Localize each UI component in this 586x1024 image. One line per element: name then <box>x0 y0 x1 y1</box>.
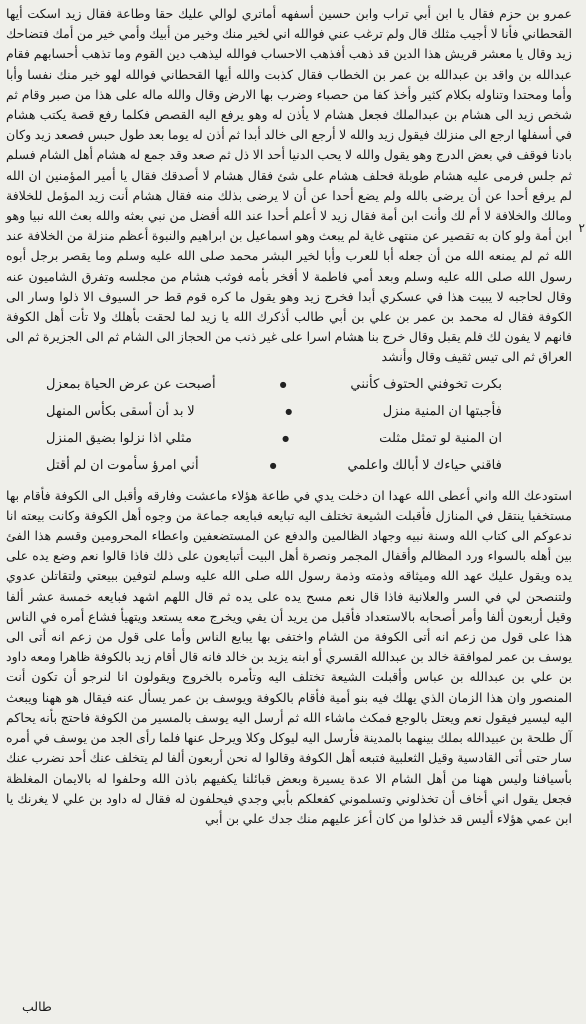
poem-line <box>46 372 502 399</box>
poem-separator: ● <box>285 407 293 417</box>
catchword: طالب <box>22 999 52 1014</box>
poem-line <box>46 399 502 426</box>
paragraph-1: عمرو بن حزم فقال يا ابن أبي تراب وابن حسين أسفهه أماتري لوالي عليك حقا وطاعة فقال زيد اسكت أيها القحطاني فأنا لا أجيب مثلك قال ولم ترغب عني فوالله اني لخير منك وخير من أبيك وأمي خير من أمك فتضاحك زيد وقال يا معشر قريش هذا الدين قد ذهب أفذهب الاحساب فوالله ليذهب دين القوم وما تذهب أحسابهم فقام عبدالله بن واقد بن عبدالله بن عمر بن الخطاب فقال كذبت والله أيها القحطاني فوالله لهو خير منك نفسا وأبا وأما ومحتدا وتناوله بكلام كثير وأخذ كفا من حصباء وضرب بها الارض وقال والله ماله على هذا من صبر وقام ثم شخص زيد الى هشام بن عبدالملك فجعل هشام لا يأذن له وهو يرفع اليه القصص فكلما رفع قصة يكتب هشام في أسفلها ارجع الى منزلك فيقول زيد والله لا أرجع الى خالد أبدا ثم أذن له يوما بعد طول حبس فصعد زيد وكان بادنا فوقف في بعض الدرج وهو يقول والله لا يحب الدنيا أحد الا ذل ثم صعد وقد جمع له هشام أهل الشام فسلم ثم جلس فرمى عليه هشام طوبلة فحلف هشام على شئ فقال هشام لا أصدقك فقال يا أمير المؤمنين ان الله لم يرفع أحدا عن أن يرضى بالله ولم يضع أحدا عن أن لا يرضى بذلك منه فقال هشام أنت زيد المؤمل للخلافة ومالك والخلافة لا أم لك وأنت ابن أمة فقال زيد لا أعلم أحدا عند الله أفضل من نبي بعثه والله بعث الله نبيا وهو ابن أمة ولو كان به تقصير عن منتهى غاية لم يبعث وهو اسماعيل بن ابراهيم والنبوة أعظم منزلة من الخلافة عند الله ثم لم يمنعه الله من أن جعله أبا للعرب وأبا لخير البشر محمد صلى الله عليه وسلم وما يقصر برجل أبوه رسول الله صلى الله عليه وسلم وبعد أمي فاطمة لا أفخر بأمه فوثب هشام من مجلسه وتفرق الشاميون عنه وقال لحاجبه لا يبيت هذا في عسكري أبدا فخرج زيد وهو يقول ما كره قوم قط حر السيوف الا ذلوا وسار الى الكوفة فقال له محمد بن عمر بن علي بن أبي طالب أذكرك الله يا زيد لما لحقت بأهلك ولا تأت أهل الكوفة فانهم لا يفون لك فلم يقبل وقال خرج بنا هشام اسرا على غير ذنب من الحجاز الى الشام ثم الى الجزيرة ثم الى العراق ثم الى تيس ثقيف وقال وأنشد <box>6 6 572 365</box>
poem-separator: ● <box>269 461 277 471</box>
poem-hemistich-second: أني امرؤ سأموت ان لم أقتل <box>46 458 199 474</box>
poem-hemistich-first: فاقني حياءك لا أبالك واعلمي <box>347 458 502 474</box>
poem-hemistich-first: فأجبتها ان المنية منزل <box>382 404 502 420</box>
main-text <box>6 4 572 829</box>
poem <box>6 372 572 480</box>
poem-hemistich-second: مثلي اذا نزلوا بضيق المنزل <box>46 431 193 447</box>
poem-line <box>46 426 502 453</box>
margin-page-number: ٢ <box>578 221 585 235</box>
poem-hemistich-first: بكرت تخوفني الحتوف كأنني <box>350 377 502 393</box>
poem-hemistich-first: ان المنية لو تمثل مثلت <box>379 431 502 447</box>
poem-separator: ● <box>282 434 290 444</box>
poem-line <box>46 453 502 480</box>
paragraph-2: استودعك الله واني أعطى الله عهدا ان دخلت يدي في طاعة هؤلاء ماعشت وفارقه وأقبل الى الكوفة فأقام بها مستخفيا ينتقل في المنازل فأقبلت الشيعة تختلف اليه تبايعه فبايعه جماعة من وجوه أهل الكوفة وكانت بيعته انا ندعوكم الى كتاب الله وسنة نبيه وجهاد الظالمين والدفع عن المستضعفين واعطاء المحرومين وقسم هذا الفئ بين أهله بالسواء ورد المظالم وأقفال المجمر ونصرة أهل البيت أتبايعون على ذلك فاذا قالوا نعم وضع يده على يده ويقول عليك عهد الله وميثاقه وذمته وذمة رسول الله صلى الله عليه وسلم لتوفين ببيعتي ولتقاتلن عدوي ولتنصحن لي في السر والعلانية فاذا قال نعم مسح يده على يده ثم قال اللهم اشهد فبايعه خمسة عشر ألفا وقيل أربعون ألفا وأمر أصحابه بالاستعداد فأقبل من يريد أن يفي ويخرج معه يستعد ويتهيأ فشاع أمره في الناس هذا على قول من زعم انه أتى الكوفة من الشام واختفى بها يبايع الناس وأما على قول من زعم انه أتى الى يوسف بن عمر لموافقة خالد بن عبدالله القسري أو ابنه يزيد بن خالد فانه قال أقام زيد بالكوفة ظاهرا ومعه داود بن علي بن عبدالله بن عباس وأقبلت الشيعة تختلف اليه وتأمره بالخروج ويقولون انا لنرجو أن تكون أنت المنصور وان هذا الزمان الذي يهلك فيه بنو أمية فأقام بالكوفة ويوسف بن عمر يسأل عنه فيقال هو ههنا ويبعث اليه ليسير فيقول نعم ويعتل بالوجع فمكث ماشاء الله ثم أرسل اليه يوسف بالمسير من الكوفة فاحتج بأنه يحاكم آل طلحة بن عبيدالله بملك بينهما بالمدينة فأرسل اليه ليوكل وكلا ويرحل عنها فلما رأى الجد من يوسف في أمره سار حتى أتى القادسية وقيل الثعلبية فتبعه أهل الكوفة وقالوا له نحن أربعون ألفا لم يتخلف عنك أحد نضرب عنك بأسيافنا وليس ههنا من أهل الشام الا عدة يسيرة وبعض قبائلنا يكفيهم باذن الله وحلفوا له بالايمان المغلظة فجعل يقول اني أخاف أن تخذلوني وتسلموني كفعلكم بأبي وجدي فيحلفون له فقال له داود بن علي لا يغرنك يا ابن عمي هؤلاء أليس قد خذلوا من كان أعز عليهم منك جدك علي بن أبي <box>5 487 572 826</box>
poem-hemistich-second: أصبحت عن عرض الحياة بمعزل <box>46 377 216 393</box>
poem-hemistich-second: لا بد أن أسقى بكأس المنهل <box>46 404 195 420</box>
poem-separator: ● <box>279 380 287 390</box>
